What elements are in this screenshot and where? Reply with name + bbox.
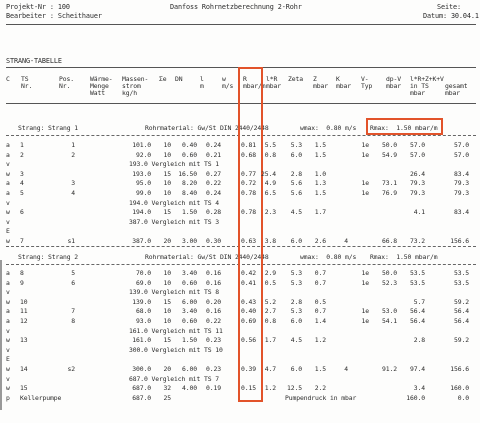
rows2-row-4-z: 0.5 [314, 297, 326, 306]
rows2-row-13-w: 0.19 [206, 384, 221, 393]
rows2-row-14-g: 0.0 [457, 393, 469, 402]
rows2-row-11-lr: 4.7 [264, 365, 276, 373]
col-k: K mbar [336, 75, 351, 90]
rows2-row-14-massen: 687.0 [132, 393, 151, 402]
rows2-row-14-pump-label: Pumpendruck in mbar [285, 393, 357, 402]
rows1-row-6-lrzkv: 79.3 [410, 189, 425, 197]
col-massen: Massen- strom kg/h [122, 75, 149, 97]
rows1-row-1-ze: 10 [163, 141, 171, 149]
rows1-row-5-ze: 10 [163, 179, 171, 188]
rows2-row-4-r: 0.43 [241, 297, 256, 306]
rows2-row-6-dpv: 54.1 [382, 317, 397, 325]
rows1-row-11-c: w [6, 237, 10, 245]
rows2-row-6-c: a [6, 317, 10, 325]
rows2-row-2-massen: 69.0 [136, 278, 151, 287]
rows1-row-2-c: a [6, 150, 10, 159]
rows1-row-4-massen: 193.0 [132, 169, 151, 178]
rows2-row-1-v: 1e [361, 269, 369, 277]
rows1-row-8-ze: 15 [163, 208, 171, 217]
rows1-row-2-z: 1.5 [314, 150, 326, 159]
rows1-row-8-massen: 194.0 [132, 208, 151, 217]
rows1-row-1-ts: 1 [20, 141, 24, 149]
rows2-row-5-z: 0.7 [314, 307, 326, 316]
rows2-row-6-v: 1e [361, 317, 369, 325]
rows2-row-2-ts: 9 [20, 278, 24, 287]
rows1-row-5-c: a [6, 179, 10, 188]
rows2-row-12-c: v [6, 374, 10, 383]
rows1-row-1-z: 1.5 [314, 141, 326, 149]
rows1-row-6-dn: 8.40 [182, 189, 197, 197]
rows1-row-5-dn: 8.20 [182, 179, 197, 188]
rows2-row-8-z: 1.2 [314, 336, 326, 345]
rows2-row-4-w: 0.20 [206, 297, 221, 306]
strang1-wmax: wmax: 0.80 m/s [300, 124, 357, 132]
rows2-row-1-lrzkv: 53.5 [410, 269, 425, 277]
rows2-row-3-c: v [6, 288, 10, 297]
rows1-row-11-ts: 7 [20, 237, 24, 245]
rows1-row-5-lrzkv: 79.3 [410, 179, 425, 188]
rows2-row-4-zeta: 2.8 [290, 297, 302, 306]
rows1-row-8-dn: 1.50 [182, 208, 197, 217]
rows1-row-2-dn: 0.60 [182, 150, 197, 159]
date-label: Datum: 30.04.1 [423, 12, 479, 20]
rows2-row-13-z: 2.2 [314, 384, 326, 393]
document-title: Danfoss Rohrnetzberechnung 2-Rohr [170, 3, 302, 11]
rows2-row-11-ze: 20 [163, 365, 171, 373]
rows2-row-10-c: E [6, 355, 10, 364]
rows2-row-5-lr: 2.7 [264, 307, 276, 316]
rows1-row-4-z: 1.0 [314, 169, 326, 178]
rows1-row-6-r: 0.78 [241, 189, 256, 197]
rows1-row-6-zeta: 5.6 [290, 189, 302, 197]
rows2-row-2-w: 0.16 [206, 278, 221, 287]
rows1-row-1-w: 0.24 [206, 141, 221, 149]
rows2-row-2-z: 0.7 [314, 278, 326, 287]
rows2-row-6-massen: 93.0 [136, 317, 151, 325]
rows1-row-8-lr: 2.3 [264, 208, 276, 217]
strang2-label: Strang: Strang 2 [18, 253, 78, 261]
col-ts: TS Nr. [21, 75, 33, 90]
col-dpv: dp-V mbar [386, 75, 401, 90]
rows2-row-13-zeta: 12.5 [287, 384, 302, 393]
rows1-row-11-massen: 387.0 [132, 237, 151, 245]
rows1-row-4-w: 0.27 [206, 169, 221, 178]
rows2-row-5-v: 1e [361, 307, 369, 316]
rows2-row-11-g: 156.6 [450, 365, 469, 373]
rows1-row-1-lr: 5.5 [264, 141, 276, 149]
rows1-row-2-lr: 0.8 [264, 150, 276, 159]
strang2-material: Rohrmaterial: Gw/St DIN 2440/2448 [145, 253, 269, 261]
rows1-row-10-c: E [6, 227, 10, 236]
rows1-row-2-massen: 92.0 [136, 150, 151, 159]
rows1-row-5-zeta: 5.6 [290, 179, 302, 188]
rows2-row-13-massen: 687.0 [132, 384, 151, 393]
col-ze: Σe [159, 75, 167, 83]
rows1-row-6-ze: 10 [163, 189, 171, 197]
rows1-row-4-zeta: 2.8 [290, 169, 302, 178]
rows2-row-6-g: 56.4 [454, 317, 469, 325]
rows2-row-11-massen: 300.0 [132, 365, 151, 373]
rows2-row-1-zeta: 5.3 [290, 269, 302, 277]
rows1-row-6-v: 1e [361, 189, 369, 197]
rows1-row-11-w: 0.30 [206, 237, 221, 245]
rows2-row-1-massen: 70.0 [136, 269, 151, 277]
rows1-row-9-c: v [6, 217, 10, 226]
rows1-row-2-w: 0.21 [206, 150, 221, 159]
rows2-row-14-ze: 25 [163, 393, 171, 402]
rows1-row-11-z: 2.6 [314, 237, 326, 245]
rows1-row-6-pos: 4 [71, 189, 75, 197]
rows2-row-2-c: a [6, 278, 10, 287]
rows2-row-8-ze: 15 [163, 336, 171, 345]
rows2-row-9-comparison: 300.0 Vergleich mit TS 10 [129, 345, 223, 354]
rows2-row-4-g: 59.2 [454, 297, 469, 306]
rows2-row-5-dpv: 53.0 [382, 307, 397, 316]
rows1-row-6-g: 79.3 [454, 189, 469, 197]
rows2-row-5-zeta: 5.3 [290, 307, 302, 316]
rows1-row-2-ts: 2 [20, 150, 24, 159]
rows2-row-2-ze: 10 [163, 278, 171, 287]
rows1-row-8-w: 0.28 [206, 208, 221, 217]
rows2-row-2-dpv: 52.3 [382, 278, 397, 287]
rows2-row-11-dpv: 91.2 [382, 365, 397, 373]
rows2-row-14-ts: Kellerpumpe [20, 393, 62, 402]
rows1-row-9-comparison: 387.0 Vergleich mit TS 3 [129, 217, 219, 226]
rows1-row-5-lr: 4.9 [264, 179, 276, 188]
col-c: C [6, 75, 10, 83]
rows2-row-8-ts: 13 [20, 336, 28, 345]
rows1-row-11-dn: 3.00 [182, 237, 197, 245]
rows1-row-4-r: 0.77 [241, 169, 256, 178]
rows2-row-13-lr: 1.2 [264, 384, 276, 393]
project-number: Projekt-Nr : 100 [6, 3, 70, 11]
page-label: Seite: [437, 3, 461, 11]
rows1-row-4-ts: 3 [20, 169, 24, 178]
rows2-row-6-pos: 8 [71, 317, 75, 325]
rows2-row-7-c: v [6, 326, 10, 335]
rows2-row-6-lrzkv: 56.4 [410, 317, 425, 325]
rows1-row-11-k: 4 [344, 237, 348, 245]
rows1-row-1-dn: 0.40 [182, 141, 197, 149]
rows1-row-8-r: 0.78 [241, 208, 256, 217]
rows2-row-2-v: 1e [361, 278, 369, 287]
rows2-row-6-ts: 12 [20, 317, 28, 325]
rows2-row-1-c: a [6, 269, 10, 277]
rows2-row-13-lrzkv: 3.4 [413, 384, 425, 393]
section-title: STRANG-TABELLE [6, 57, 62, 65]
rows2-row-11-r: 0.39 [241, 365, 256, 373]
rows2-row-8-zeta: 4.5 [290, 336, 302, 345]
rows1-row-11-g: 156.6 [450, 237, 469, 245]
col-z: Z mbar [313, 75, 328, 90]
rows2-row-5-g: 56.4 [454, 307, 469, 316]
rows2-row-1-w: 0.16 [206, 269, 221, 277]
rows1-row-6-z: 1.5 [314, 189, 326, 197]
rows1-row-1-g: 57.0 [454, 141, 469, 149]
rows2-row-8-c: w [6, 336, 10, 345]
rows2-row-6-r: 0.69 [241, 317, 256, 325]
rows2-row-4-lrzkv: 5.7 [413, 297, 425, 306]
col-gesamt: gesamt mbar [445, 82, 468, 97]
rmax-highlight [366, 118, 443, 135]
rows1-row-4-lr: 25.4 [261, 169, 276, 178]
rows1-row-5-v: 1e [361, 179, 369, 188]
rows1-row-4-c: w [6, 169, 10, 178]
rows1-row-8-zeta: 4.5 [290, 208, 302, 217]
col-l: l m [200, 75, 204, 90]
rows1-row-6-w: 0.24 [206, 189, 221, 197]
rows2-row-1-r: 0.42 [241, 269, 256, 277]
rows2-row-13-g: 160.0 [450, 384, 469, 393]
col-lr: l*R mbar [266, 75, 281, 90]
editor-name: Bearbeiter : Scheithauer [6, 12, 102, 20]
rows2-row-1-z: 0.7 [314, 269, 326, 277]
rows1-row-11-dpv: 66.8 [382, 237, 397, 245]
col-pos: Pos. Nr. [59, 75, 74, 90]
rows1-row-4-lrzkv: 26.4 [410, 169, 425, 178]
col-w: w m/s [222, 75, 234, 90]
rows2-row-6-ze: 10 [163, 317, 171, 325]
rows1-row-6-massen: 99.0 [136, 189, 151, 197]
rows2-row-13-dn: 4.00 [182, 384, 197, 393]
rows1-row-5-dpv: 73.1 [382, 179, 397, 188]
rows2-row-5-w: 0.16 [206, 307, 221, 316]
rows1-row-1-c: a [6, 141, 10, 149]
col-dn: DN [175, 75, 183, 83]
rows2-row-4-lr: 5.2 [264, 297, 276, 306]
rows1-row-7-c: v [6, 198, 10, 207]
rows2-row-5-r: 0.40 [241, 307, 256, 316]
rows2-row-14-c: p [6, 393, 10, 402]
rows1-row-8-lrzkv: 4.1 [413, 208, 425, 217]
rows2-row-8-lrzkv: 2.8 [413, 336, 425, 345]
col-lrzkv: l*R+Z+K+V in TS mbar [410, 75, 444, 97]
rows1-row-2-lrzkv: 57.0 [410, 150, 425, 159]
rows1-row-1-massen: 101.0 [132, 141, 151, 149]
rows2-row-2-r: 0.41 [241, 278, 256, 287]
rows1-row-8-g: 83.4 [454, 208, 469, 217]
rows1-row-6-dpv: 76.9 [382, 189, 397, 197]
rows2-row-11-k: 4 [344, 365, 348, 373]
rows2-row-6-dn: 0.60 [182, 317, 197, 325]
rows2-row-1-g: 53.5 [454, 269, 469, 277]
rows2-row-13-r: 0.15 [241, 384, 256, 393]
rows1-row-11-zeta: 6.0 [290, 237, 302, 245]
rows1-row-3-comparison: 193.0 Vergleich mit TS 1 [129, 160, 219, 169]
rows2-row-5-dn: 3.40 [182, 307, 197, 316]
rows1-row-2-v: 1e [361, 150, 369, 159]
rows1-row-2-ze: 10 [163, 150, 171, 159]
rows1-row-11-ze: 20 [163, 237, 171, 245]
rows2-row-9-c: v [6, 345, 10, 354]
rows2-row-8-w: 0.23 [206, 336, 221, 345]
rows2-row-1-pos: 5 [71, 269, 75, 277]
rows1-row-4-ze: 15 [163, 169, 171, 178]
rows1-row-6-c: a [6, 189, 10, 197]
rows2-row-2-zeta: 5.3 [290, 278, 302, 287]
rows1-row-1-v: 1e [361, 141, 369, 149]
rows1-row-11-lr: 3.8 [264, 237, 276, 245]
rows2-row-8-massen: 161.0 [132, 336, 151, 345]
rows1-row-6-ts: 5 [20, 189, 24, 197]
rows2-row-4-massen: 139.0 [132, 297, 151, 306]
rows2-row-8-lr: 1.7 [264, 336, 276, 345]
rows1-row-1-pos: 1 [71, 141, 75, 149]
rows1-row-8-z: 1.7 [314, 208, 326, 217]
rows1-row-8-c: w [6, 208, 10, 217]
strang1-label: Strang: Strang 1 [18, 124, 78, 132]
rows1-row-3-c: v [6, 160, 10, 169]
rows2-row-2-lr: 0.5 [264, 278, 276, 287]
rows2-row-8-dn: 1.50 [182, 336, 197, 345]
strang1-rmax: Rmax: 1.50 mbar/m [370, 124, 438, 132]
rows2-row-11-w: 0.23 [206, 365, 221, 373]
rows2-row-14-lrzkv: 160.0 [406, 393, 425, 402]
rows2-row-5-c: a [6, 307, 10, 316]
rows1-row-4-g: 83.4 [454, 169, 469, 178]
rows2-row-11-z: 1.5 [314, 365, 326, 373]
rows2-row-1-lr: 2.9 [264, 269, 276, 277]
rows1-row-5-ts: 4 [20, 179, 24, 188]
rows2-row-4-ts: 10 [20, 297, 28, 306]
rows2-row-1-dpv: 50.0 [382, 269, 397, 277]
rows1-row-7-comparison: 194.0 Vergleich mit TS 4 [129, 198, 219, 207]
rows2-row-11-zeta: 6.0 [290, 365, 302, 373]
rows1-row-6-lr: 6.5 [264, 189, 276, 197]
strang2-rmax: Rmax: 1.50 mbar/m [370, 253, 438, 261]
rows2-row-5-ts: 11 [20, 307, 28, 316]
rows2-row-1-ts: 8 [20, 269, 24, 277]
rows2-row-1-dn: 3.40 [182, 269, 197, 277]
rows2-row-13-ze: 32 [163, 384, 171, 393]
rows2-row-8-g: 59.2 [454, 336, 469, 345]
rows1-row-1-dpv: 50.0 [382, 141, 397, 149]
rows2-row-6-z: 1.4 [314, 317, 326, 325]
rows1-row-1-zeta: 5.3 [290, 141, 302, 149]
rows2-row-4-dn: 6.00 [182, 297, 197, 306]
rows2-row-2-pos: 6 [71, 278, 75, 287]
rows1-row-5-w: 0.22 [206, 179, 221, 188]
rows2-row-5-massen: 68.0 [136, 307, 151, 316]
rows2-row-11-c: w [6, 365, 10, 373]
header-rule [6, 24, 476, 25]
rows2-row-13-ts: 15 [20, 384, 28, 393]
scan-edge [0, 260, 2, 410]
rows2-row-6-zeta: 6.0 [290, 317, 302, 325]
rows2-row-2-lrzkv: 53.5 [410, 278, 425, 287]
rows2-row-2-g: 53.5 [454, 278, 469, 287]
col-zeta: Zeta [288, 75, 303, 83]
strang1-material: Rohrmaterial: Gw/St DIN 2440/2448 [145, 124, 269, 132]
rows1-row-1-lrzkv: 57.0 [410, 141, 425, 149]
rows1-row-5-r: 0.72 [241, 179, 256, 188]
rows2-row-2-dn: 0.60 [182, 278, 197, 287]
rows1-row-2-g: 57.0 [454, 150, 469, 159]
rows2-row-11-pos: s2 [67, 365, 75, 373]
rows1-row-5-pos: 3 [71, 179, 75, 188]
rows2-row-11-lrzkv: 97.4 [410, 365, 425, 373]
rows2-row-11-ts: 14 [20, 365, 28, 373]
rows1-row-2-r: 0.68 [241, 150, 256, 159]
rows2-row-5-ze: 10 [163, 307, 171, 316]
rows1-row-11-lrzkv: 73.2 [410, 237, 425, 245]
r-column-highlight [238, 67, 263, 402]
rows1-row-2-dpv: 54.9 [382, 150, 397, 159]
rows1-row-2-zeta: 6.0 [290, 150, 302, 159]
rows1-row-11-pos: s1 [67, 237, 75, 245]
rows1-row-5-massen: 95.0 [136, 179, 151, 188]
rows2-row-5-lrzkv: 56.4 [410, 307, 425, 316]
rows1-row-5-z: 1.3 [314, 179, 326, 188]
strang2-wmax: wmax: 0.80 m/s [300, 253, 357, 261]
rows1-row-2-pos: 2 [71, 150, 75, 159]
rows2-row-3-comparison: 139.0 Vergleich mit TS 8 [129, 288, 219, 297]
col-v: V- Typ [361, 75, 373, 90]
rows2-row-7-comparison: 161.0 Vergleich mit TS 11 [129, 326, 223, 335]
rows1-row-1-r: 0.81 [241, 141, 256, 149]
rows1-row-5-g: 79.3 [454, 179, 469, 188]
rows2-row-1-ze: 10 [163, 269, 171, 277]
rows1-row-11-r: 0.63 [241, 237, 256, 245]
rows1-row-4-dn: 16.50 [178, 169, 197, 178]
rows2-row-6-lr: 0.8 [264, 317, 276, 325]
rows2-row-5-pos: 7 [71, 307, 75, 316]
rows2-row-4-ze: 15 [163, 297, 171, 306]
col-r: R mbar/m [243, 75, 266, 90]
rows2-row-4-c: w [6, 297, 10, 306]
col-waerme: Wärme- Menge Watt [90, 75, 113, 97]
rows2-row-13-c: w [6, 384, 10, 393]
rows2-row-8-r: 0.56 [241, 336, 256, 345]
rows2-row-12-comparison: 687.0 Vergleich mit TS 7 [129, 374, 219, 383]
rows2-row-11-dn: 6.00 [182, 365, 197, 373]
rows1-row-8-ts: 6 [20, 208, 24, 217]
rows2-row-6-w: 0.22 [206, 317, 221, 325]
